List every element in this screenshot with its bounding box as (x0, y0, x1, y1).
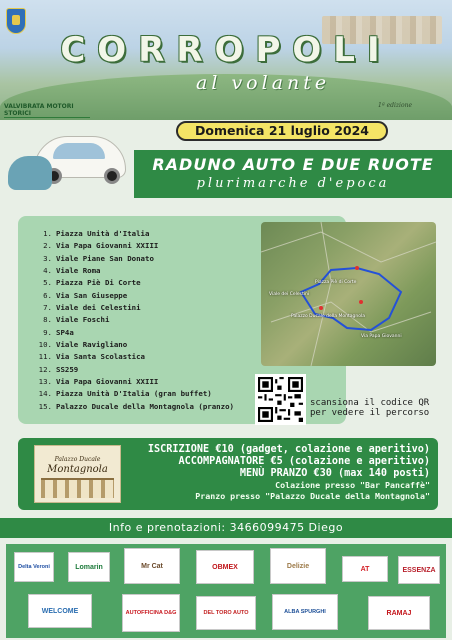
qr-code-icon (258, 377, 303, 422)
route-stop (36, 376, 234, 388)
sponsor-logo: ALBA SPURGHI (272, 594, 338, 630)
route-stop-number: 7. (43, 303, 52, 313)
venue-logo (34, 445, 121, 503)
route-stop-name: Viale Roma (56, 266, 101, 276)
route-stop-number: 15. (38, 401, 52, 411)
route-path (301, 268, 401, 330)
route-stop-number: 14. (38, 389, 52, 399)
route-stop-number: 5. (43, 278, 52, 288)
route-stop-name: Viale Foschi (56, 315, 110, 325)
route-stop (36, 290, 234, 302)
fee-lunch: MENÙ PRANZO €30 (max 140 posti) (239, 468, 430, 479)
route-stop (36, 253, 234, 265)
sponsor-logo: Mr Cat (124, 548, 180, 584)
map-label: Palazzo Ducale della Montagnola (291, 314, 365, 319)
sponsor-logo: RAMAJ (368, 596, 430, 630)
route-stop-name: SS259 (56, 364, 79, 374)
qr-code[interactable] (255, 374, 306, 425)
fee-registration: ISCRIZIONE €10 (gadget, colazione e aperitivo) (147, 444, 430, 455)
route-stop (36, 327, 234, 339)
event-subtitle: plurimarche d'epoca (196, 176, 390, 191)
route-stop-number: 3. (43, 253, 52, 263)
route-stop (36, 277, 234, 289)
sponsor-logo: AUTOFFICINA D&G (122, 594, 180, 632)
route-stop-name: Palazzo Ducale della Montagnola (pranzo) (56, 401, 234, 411)
sponsor-logo: WELCOME (28, 594, 92, 628)
route-stop-number: 10. (38, 340, 52, 350)
sponsors-area (6, 544, 446, 638)
page-title: CORROPOLI (60, 30, 392, 70)
route-stop-number: 1. (43, 229, 52, 238)
route-stop (36, 339, 234, 351)
route-stop (36, 388, 234, 400)
route-stop (36, 302, 234, 314)
route-map (261, 222, 436, 366)
sponsor-logo: OBMEX (196, 550, 254, 584)
sponsor-logo: Delizie (270, 548, 326, 584)
edition-label: 1ª edizione (378, 102, 412, 109)
wheel-icon (104, 168, 120, 184)
route-stop-name: SP4a (56, 327, 74, 337)
lunch-location: Pranzo presso "Palazzo Ducale della Montagnola" (195, 491, 430, 501)
route-list (36, 228, 234, 413)
sponsor-logo: AT (342, 556, 388, 582)
route-stop-number: 8. (43, 315, 52, 325)
route-stop-name: Piazza Unità d'Italia (56, 229, 150, 238)
arches-icon (41, 478, 114, 498)
sponsor-logo: ESSENZA (398, 556, 440, 584)
route-stop-name: Viale Piane San Donato (56, 253, 154, 263)
event-banner (134, 150, 452, 198)
route-stop-name: Viale Ravigliano (56, 340, 128, 350)
route-stop-name: Piazza Unità D'Italia (gran buffet) (56, 389, 212, 399)
club-logo: VALVIBRATA MOTORI STORICI (4, 104, 90, 118)
route-stop (36, 228, 234, 240)
sponsor-logo: Lomarin (68, 552, 110, 582)
map-label: Via Papa Giovanni (361, 334, 402, 339)
route-stop-number: 11. (38, 352, 52, 362)
breakfast-location: Colazione presso "Bar Pancaffè" (275, 480, 430, 490)
route-stop-name: Piazza Piè Di Corte (56, 278, 141, 288)
page-subtitle: al volante (196, 72, 331, 94)
route-stop-number: 6. (43, 290, 52, 300)
registration-text (148, 444, 430, 502)
event-date: Domenica 21 luglio 2024 (176, 121, 388, 141)
route-stop-name: Via San Giuseppe (56, 290, 128, 300)
route-stop-number: 4. (43, 266, 52, 276)
sponsor-logo: Delta Veroni (14, 552, 54, 582)
contact-info[interactable]: Info e prenotazioni: 3466099475 Diego (0, 518, 452, 538)
vintage-vehicles-image (8, 128, 136, 200)
route-stop-number: 9. (43, 327, 52, 337)
route-stop-name: Via Papa Giovanni XXIII (56, 241, 159, 251)
route-stop (36, 364, 234, 376)
event-title: RADUNO AUTO E DUE RUOTE (152, 155, 434, 174)
route-stop-number: 13. (38, 377, 52, 387)
route-stop-name: Viale dei Celestini (56, 303, 141, 313)
map-label: Piazza Piè di Corte (315, 280, 357, 285)
fee-companion: ACCOMPAGNATORE €5 (colazione e aperitivo) (178, 456, 430, 467)
vespa-scooter-icon (8, 156, 52, 190)
route-stop-name: Via Santa Scolastica (56, 352, 145, 362)
route-stop (36, 240, 234, 252)
route-stop (36, 314, 234, 326)
venue-name: Montagnola (47, 464, 108, 475)
qr-caption: scansiona il codice QR per vedere il percorso (310, 398, 430, 418)
route-stop (36, 265, 234, 277)
route-stop-number: 2. (43, 241, 52, 251)
map-label: Viale dei Celestini (269, 292, 310, 297)
route-stop (36, 351, 234, 363)
sponsor-logo: DEL TORO AUTO (196, 596, 256, 630)
venue-small-label: Palazzo Ducale (54, 456, 101, 463)
route-stop-name: Via Papa Giovanni XXIII (56, 377, 159, 387)
route-stop (36, 401, 234, 413)
route-stop-number: 12. (38, 364, 52, 374)
